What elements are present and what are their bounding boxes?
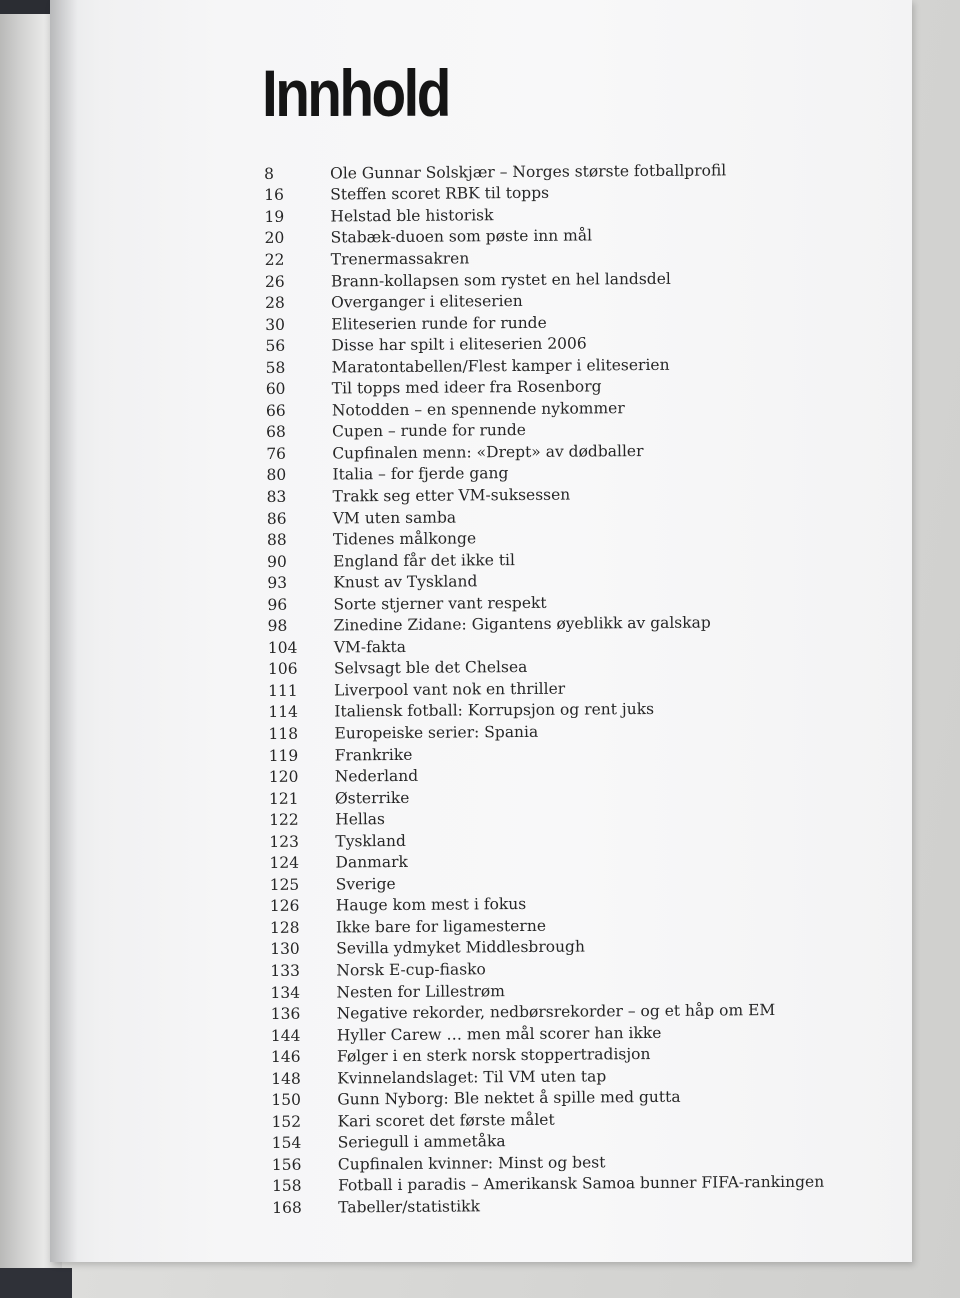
book-cover-corner-bottom <box>0 1268 72 1298</box>
toc-entry-title: Tabeller/statistikk <box>338 1197 481 1217</box>
toc-page-number: 20 <box>264 229 285 248</box>
toc-page-number: 121 <box>268 789 299 808</box>
toc-entry-title: Knust av Tyskland <box>333 572 478 592</box>
toc-page-number: 26 <box>264 272 285 291</box>
toc-page-number: 90 <box>267 552 287 571</box>
toc-entry-title: Overganger i eliteserien <box>331 292 523 312</box>
toc-entry-title: Frankrike <box>334 745 413 764</box>
toc-page-number: 60 <box>265 380 286 399</box>
toc-entry-title: Sverige <box>335 874 396 894</box>
toc-entry-title: Sevilla ydmyket Middlesbrough <box>336 937 585 958</box>
toc-page-number: 76 <box>266 444 287 463</box>
toc-page-number: 66 <box>265 401 286 420</box>
toc-page-number: 124 <box>269 854 300 873</box>
toc-entry-title: Danmark <box>335 853 408 872</box>
toc-page-number: 144 <box>270 1026 301 1045</box>
toc-page-number: 68 <box>266 423 286 442</box>
toc-page-number: 114 <box>268 703 298 722</box>
toc-entry-title: Maratontabellen/Flest kamper i eliteserien <box>331 355 670 377</box>
toc-page-number: 148 <box>271 1069 301 1088</box>
toc-entry-title: VM uten samba <box>332 508 457 527</box>
toc-entry-title: Seriegull i ammetåka <box>337 1132 506 1152</box>
toc-entry-title: Cupfinalen menn: «Drept» av dødballer <box>332 441 644 463</box>
toc-entry-title: Hyller Carew … men mål scorer han ikke <box>336 1023 662 1045</box>
toc-entry-title: Ole Gunnar Solskjær – Norges største fotballprofil <box>330 161 727 183</box>
toc-page-number: 111 <box>268 681 298 700</box>
toc-page-number: 134 <box>270 983 301 1002</box>
toc-page-number: 106 <box>267 660 298 679</box>
toc-page-number: 128 <box>269 918 300 937</box>
toc-entry-title: Hauge kom mest i fokus <box>335 895 527 915</box>
toc-page-number: 156 <box>271 1155 302 1174</box>
toc-page-number: 130 <box>270 940 300 959</box>
toc-entry-title: Ikke bare for ligamesterne <box>335 916 547 937</box>
toc-page-number: 122 <box>269 810 299 830</box>
toc-entry-title: Negative rekorder, nedbørsrekorder – og et håp om EM <box>336 1001 776 1023</box>
toc-page-number: 86 <box>266 509 287 528</box>
table-of-contents <box>264 158 892 1219</box>
toc-page-number: 146 <box>270 1047 301 1067</box>
toc-page-number: 118 <box>268 724 299 743</box>
toc-page-number: 16 <box>264 186 285 205</box>
toc-page-number: 158 <box>271 1177 302 1196</box>
toc-page-number: 80 <box>266 466 287 485</box>
toc-page-number: 93 <box>267 573 288 593</box>
toc-entry-title: Kvinnelandslaget: Til VM uten tap <box>337 1067 607 1088</box>
toc-page-number: 96 <box>267 595 288 614</box>
toc-entry-title: Notodden – en spennende nykommer <box>331 398 625 420</box>
toc-entry-title: Nesten for Lillestrøm <box>336 981 505 1002</box>
toc-page-number: 83 <box>266 487 287 506</box>
page-spine-shadow <box>50 0 78 1262</box>
toc-page-number: 119 <box>268 746 299 765</box>
page-title: Innhold <box>262 56 449 130</box>
toc-page-number: 19 <box>264 207 285 226</box>
toc-page-number: 104 <box>267 638 298 657</box>
toc-entry-title: Trakk seg etter VM-suksessen <box>332 485 571 506</box>
toc-page-number: 8 <box>264 164 275 183</box>
toc-entry-title: Kari scoret det første målet <box>337 1110 555 1131</box>
toc-entry-title: Italiensk fotball: Korrupsjon og rent juks <box>334 700 655 721</box>
toc-page-number: 88 <box>266 530 287 550</box>
toc-page-number: 126 <box>269 897 300 916</box>
toc-entry-title: Tyskland <box>335 831 406 851</box>
toc-entry-title: Cupen – runde for runde <box>332 421 526 441</box>
toc-page-number: 58 <box>265 358 286 377</box>
toc-entry-title: Gunn Nyborg: Ble nektet å spille med gutta <box>337 1088 681 1109</box>
toc-entry-title: Steffen scoret RBK til topps <box>330 184 550 204</box>
toc-page-number: 30 <box>265 315 286 334</box>
toc-entry-title: Hellas <box>335 810 386 829</box>
toc-entry-title: Italia – for fjerde gang <box>332 464 509 484</box>
toc-page-number: 56 <box>265 336 286 356</box>
toc-page-number: 136 <box>270 1004 301 1024</box>
toc-entry-title: Europeiske serier: Spania <box>334 722 539 743</box>
toc-entry-title: Følger i en sterk norsk stoppertradisjon <box>336 1045 651 1066</box>
toc-page-number: 98 <box>267 617 288 636</box>
toc-page-number: 120 <box>268 767 299 787</box>
toc-entry-title: VM-fakta <box>333 637 407 657</box>
toc-page-number: 133 <box>270 961 301 980</box>
toc-entry-title: England får det ikke til <box>333 550 516 571</box>
toc-entry-title: Østerrike <box>334 788 410 808</box>
toc-entry-title: Cupfinalen kvinner: Minst og best <box>337 1153 606 1174</box>
toc-entry-title: Tidenes målkonge <box>332 529 477 549</box>
toc-page-number: 168 <box>272 1198 302 1217</box>
toc-entry-title: Disse har spilt i eliteserien 2006 <box>331 334 587 355</box>
toc-entry-title: Zinedine Zidane: Gigantens øyeblikk av galskap <box>333 613 711 635</box>
toc-entry-title: Nederland <box>334 766 419 786</box>
toc-entry-title: Sorte stjerner vant respekt <box>333 593 547 614</box>
toc-entry-title: Helstad ble historisk <box>330 206 494 226</box>
toc-page-number: 123 <box>269 832 299 851</box>
toc-entry-title: Selvsagt ble det Chelsea <box>333 658 528 678</box>
toc-page-number: 125 <box>269 875 300 894</box>
toc-page-number: 28 <box>265 293 285 313</box>
toc-page-number: 22 <box>264 250 285 269</box>
toc-entry-title: Brann-kollapsen som rystet en hel landsdel <box>330 269 671 290</box>
toc-entry-title: Eliteserien runde for runde <box>331 313 547 334</box>
toc-entry-title: Norsk E-cup-fiasko <box>336 960 486 980</box>
toc-entry-title: Trenermassakren <box>330 249 470 269</box>
toc-entry-title: Liverpool vant nok en thriller <box>334 679 566 700</box>
toc-entry-title: Stabæk-duoen som pøste inn mål <box>330 226 593 247</box>
toc-page-number: 152 <box>271 1112 302 1131</box>
toc-entry-title: Fotball i paradis – Amerikansk Samoa bunner FIFA-rankingen <box>337 1173 825 1195</box>
toc-page-number: 154 <box>271 1134 302 1153</box>
toc-page-number: 150 <box>271 1091 302 1110</box>
toc-entry-title: Til topps med ideer fra Rosenborg <box>331 377 602 398</box>
